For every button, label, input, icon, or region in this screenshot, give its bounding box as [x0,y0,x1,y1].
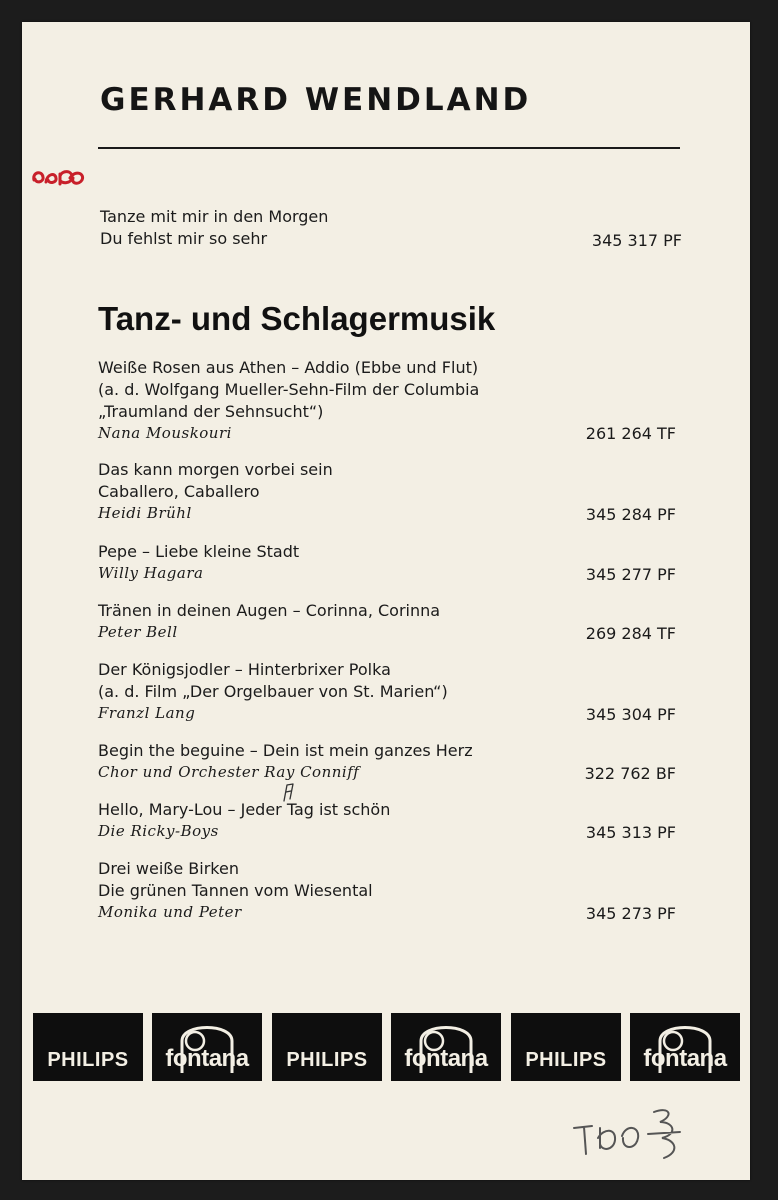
catalog-number: 261 264 TF [585,424,676,443]
fontana-logo [391,1013,501,1081]
section-title: Tanz- und Schlagermusik [98,300,496,337]
title-line: Weiße Rosen aus Athen – Addio (Ebbe und Flut) [98,358,479,377]
philips-logo [511,1013,621,1081]
performer: Peter Bell [98,623,178,641]
fontana-wordmark: fontana [643,1045,727,1072]
title-line: Pepe – Liebe kleine Stadt [98,542,300,561]
title-line: Die grünen Tannen vom Wiesental [98,881,373,900]
title-line: (a. d. Film „Der Orgelbauer von St. Marien“) [98,682,448,701]
title-line: Tränen in deinen Augen – Corinna, Corinna [98,601,441,620]
record-entry [98,740,676,783]
title-line: Drei weiße Birken [98,859,239,878]
title-line: Der Königsjodler – Hinterbrixer Polka [98,660,391,679]
fontana-logo [152,1013,262,1081]
fontana-logo [630,1013,740,1081]
performer: Willy Hagara [98,564,204,582]
record-entry [98,600,676,643]
performer: Die Ricky-Boys [98,822,219,840]
title-line: Du fehlst mir so sehr [100,229,268,248]
record-entry [98,659,676,724]
performer: Heidi Brühl [98,504,192,522]
catalog-number: 345 313 PF [585,823,676,842]
label-logo-strip [33,1013,739,1083]
philips-logo [33,1013,143,1081]
title-line: „Traumland der Sehnsucht“) [98,402,324,421]
catalog-number: 345 277 PF [585,565,676,584]
philips-logo [272,1013,382,1081]
artist-heading: GERHARD WENDLAND [100,82,532,118]
record-entry [98,858,676,923]
title-line: Caballero, Caballero [98,482,260,501]
performer: Nana Mouskouri [98,424,232,442]
pencil-price-annotation [570,1098,710,1168]
record-entry [98,357,676,443]
red-ink-mark [30,166,86,188]
catalog-number: 345 304 PF [585,705,676,724]
philips-wordmark: PHILIPS [47,1049,129,1071]
record-entry [98,799,676,842]
title-line: Hello, Mary-Lou – Jeder Tag ist schön [98,800,391,819]
catalog-number: 345 273 PF [585,904,676,923]
philips-wordmark: PHILIPS [286,1049,368,1071]
philips-wordmark: PHILIPS [525,1049,607,1071]
performer: Chor und Orchester Ray Conniff [98,763,360,781]
record-entry [98,541,676,584]
title-line: Das kann morgen vorbei sein [98,460,333,479]
fontana-wordmark: fontana [404,1045,488,1072]
title-line: Tanze mit mir in den Morgen [100,207,329,226]
title-line: Begin the beguine – Dein ist mein ganzes Herz [98,741,473,760]
performer: Monika und Peter [98,903,242,921]
record-entry [98,459,676,524]
heading-rule [98,147,680,149]
title-line: (a. d. Wolfgang Mueller-Sehn-Film der Columbia [98,380,480,399]
fontana-wordmark: fontana [165,1045,249,1072]
catalog-number: 345 317 PF [591,231,682,250]
catalog-number: 322 762 BF [584,764,676,783]
catalog-number: 345 284 PF [585,505,676,524]
performer: Franzl Lang [98,704,196,722]
catalog-number: 269 284 TF [585,624,676,643]
top-single [100,206,682,250]
